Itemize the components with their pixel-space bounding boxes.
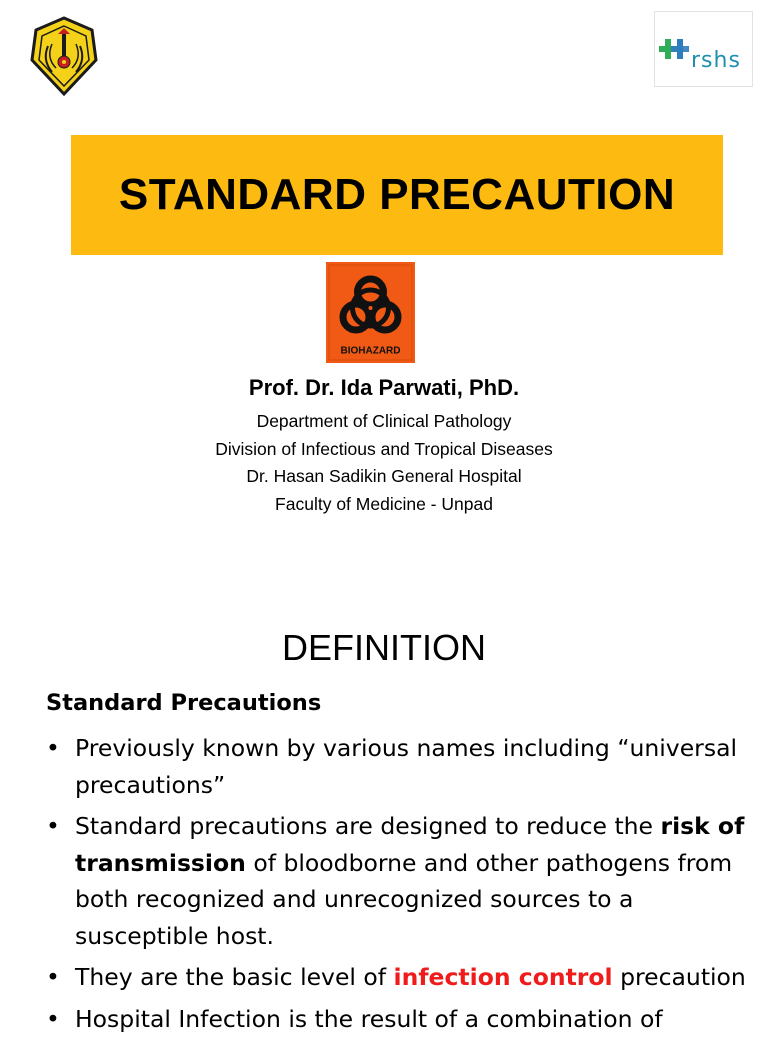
page-title: STANDARD PRECAUTION — [118, 170, 676, 219]
biohazard-icon — [326, 262, 415, 363]
author-name: Prof. Dr. Ida Parwati, PhD. — [248, 375, 520, 400]
affiliation-division: Division of Infectious and Tropical Diseases — [215, 439, 553, 459]
list-item — [46, 730, 758, 803]
section-heading: DEFINITION — [282, 627, 486, 668]
bullet-text: Hospital Infection is the result of a combination of — [75, 1004, 663, 1033]
rshs-logo — [654, 11, 753, 87]
rshs-brand-text: rshs — [691, 48, 741, 73]
bullet-text: Standard precautions are designed to reduce the — [75, 812, 661, 840]
university-seal-logo — [28, 16, 100, 96]
bullet-text: precaution — [612, 963, 746, 991]
bullet-text: of bloodborne and other pathogens from both recognized and unrecognized sources to a susceptible host. — [75, 848, 733, 950]
biohazard-sign — [326, 262, 415, 363]
bullet-text: Previously known by various names including “universal precautions” — [75, 734, 738, 799]
rshs-cross-icon — [659, 38, 693, 62]
university-seal-icon — [28, 16, 100, 96]
title-band — [71, 135, 723, 255]
affiliation-hospital: Dr. Hasan Sadikin General Hospital — [246, 466, 522, 486]
bullet-bold-text: risk of transmission — [75, 812, 745, 877]
list-item — [46, 808, 758, 954]
bullet-text: They are the basic level of — [75, 963, 394, 991]
affiliation-department: Department of Clinical Pathology — [256, 411, 512, 431]
list-item — [46, 959, 758, 996]
bullet-highlight-text: infection control — [393, 963, 613, 991]
section-subheading: Standard Precautions — [46, 690, 322, 716]
biohazard-label: BIOHAZARD — [340, 345, 401, 357]
list-item — [46, 1001, 758, 1038]
bullet-list — [46, 730, 758, 1042]
affiliation-faculty: Faculty of Medicine - Unpad — [275, 494, 493, 514]
